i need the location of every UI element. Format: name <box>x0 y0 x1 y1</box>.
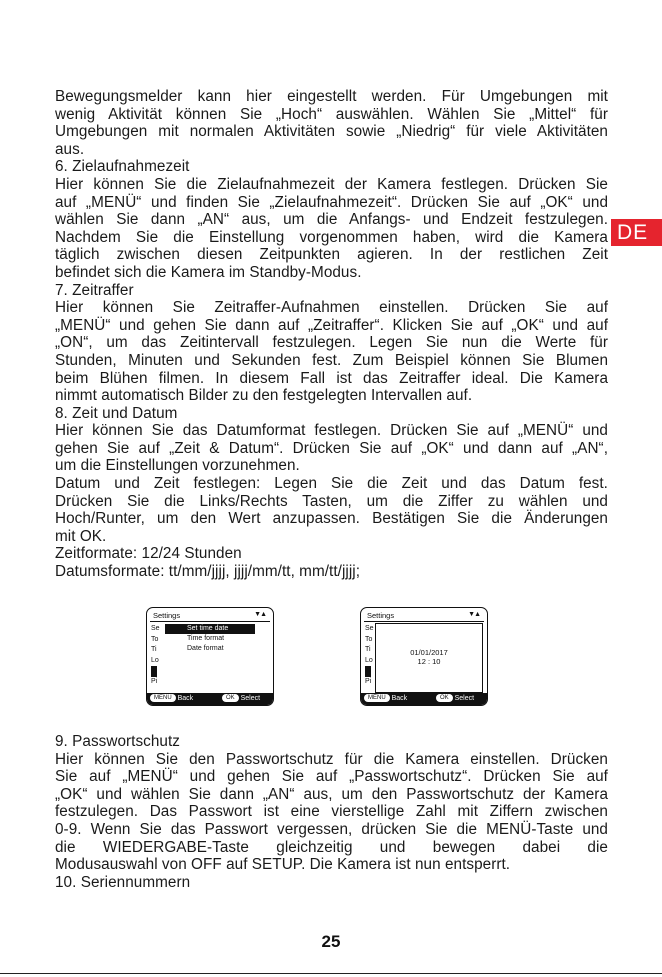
bottom-rule <box>0 973 662 974</box>
camera-settings-screen-datetime <box>360 607 488 706</box>
datetime-panel <box>375 623 483 693</box>
screen-title: Settings <box>367 611 395 620</box>
text-line: 9. Passwortschutz <box>55 733 180 750</box>
text-line: Umgebungen mit normalen Aktivitäten sowie „Niedrig“ für viele Aktivitäten <box>55 123 608 141</box>
text-line: „OK“ und wählen Sie dann „AN“ aus, um den Passwortschutz der Kamera <box>55 785 608 803</box>
manual-text-section-6-8 <box>55 88 608 581</box>
text-line: wählen Sie dann „AN“ aus, um die Anfangs- und Endzeit festzulegen. <box>55 211 608 229</box>
text-line: Drücken Sie die Links/Rechts Tasten, um die Ziffer zu wählen und <box>55 492 608 510</box>
menu-item-set-time-date[interactable]: Set time date <box>165 624 255 634</box>
text-line: Modusauswahl von OFF auf SETUP. Die Kamera ist nun entsperrt. <box>55 856 511 874</box>
text-line: die WIEDERGABE-Taste gleichzeitig und bewegen dabei die <box>55 838 608 856</box>
footer-back-label: Back <box>177 695 194 702</box>
text-line: 7. Zeitraffer <box>55 281 134 299</box>
text-line: 8. Zeit und Datum <box>55 404 178 422</box>
text-line: gehen Sie auf „Zeit & Datum“. Drücken Sie auf „OK“ und dann auf „AN“, <box>55 439 608 457</box>
text-line: „MENÜ“ und gehen Sie dann auf „Zeitraffer“. Klicken Sie auf „OK“ und auf <box>55 316 608 334</box>
text-line: beim Blühen filmen. In diesem Fall ist das Zeitraffer ideal. Die Kamera <box>55 369 608 387</box>
footer-select-label: Select <box>454 695 475 702</box>
text-line: Nachdem Sie die Einstellung vorgenommen haben, wird die Kamera <box>55 228 608 246</box>
text-line: festzulegen. Das Passwort ist eine vierstellige Zahl mit Ziffern zwischen <box>55 803 608 821</box>
text-line: Sie auf „MENÜ“ und gehen Sie auf „Passwortschutz“. Drücken Sie auf <box>55 768 608 786</box>
screen-title: Settings <box>153 611 181 620</box>
date-value[interactable]: 01/01/2017 <box>410 648 448 657</box>
text-line: Bewegungsmelder kann hier eingestellt werden. Für Umgebungen mit <box>55 88 608 105</box>
text-line: 0-9. Wenn Sie das Passwort vergessen, drücken Sie die MENÜ-Taste und <box>55 820 608 838</box>
text-line: Stunden, Minuten und Sekunden fest. Zum Beispiel können Sie Blumen <box>55 351 608 369</box>
menu-key-icon: MENU <box>150 694 176 702</box>
text-line: auf „MENÜ“ und finden Sie „Zielaufnahmezeit“. Drücken Sie auf „OK“ und <box>55 193 608 211</box>
title-divider <box>364 621 484 622</box>
text-line: Datum und Zeit festlegen: Legen Sie die Zeit und das Datum fest. <box>55 475 608 493</box>
text-line: Hier können Sie die Zielaufnahmezeit der Kamera festlegen. Drücken Sie <box>55 175 608 193</box>
text-line: 10. Seriennummern <box>55 873 191 891</box>
text-line: Zeitformate: 12/24 Stunden <box>55 545 242 563</box>
text-line: mit OK. <box>55 527 107 545</box>
text-line: um die Einstellungen vorzunehmen. <box>55 457 300 475</box>
ok-key-icon: OK <box>222 694 239 702</box>
text-line: Hier können Sie Zeitraffer-Aufnahmen einstellen. Drücken Sie auf <box>55 299 608 317</box>
background-menu-letters: Se To Ti Lo Ti Pi <box>151 625 160 685</box>
text-line: wenig Aktivität können Sie „Hoch“ auswählen. Wählen Sie „Mittel“ für <box>55 105 608 123</box>
up-down-arrows-icon: ▼▲ <box>468 611 480 618</box>
camera-settings-screen-menu <box>146 607 274 706</box>
text-line: Hier können Sie das Datumformat festlegen. Drücken Sie auf „MENÜ“ und <box>55 422 608 440</box>
text-line: Hoch/Runter, um den Wert anzupassen. Bestätigen Sie die Änderungen <box>55 510 608 528</box>
text-line: nimmt automatisch Bilder zu den festgelegten Intervallen auf. <box>55 387 473 405</box>
text-line: aus. <box>55 140 85 158</box>
text-line: 6. Zielaufnahmezeit <box>55 158 190 176</box>
text-line: täglich zwischen diesen Zeitpunkten agieren. In der restlichen Zeit <box>55 246 608 264</box>
page-number: 25 <box>321 932 341 951</box>
text-line: Datumsformate: tt/mm/jjjj, jjjj/mm/tt, mm/tt/jjjj; <box>55 563 361 581</box>
screen-footer <box>361 693 487 705</box>
menu-item-time-format[interactable]: Time format <box>187 635 225 642</box>
up-down-arrows-icon: ▼▲ <box>254 611 266 618</box>
manual-text-section-9-10 <box>55 733 608 891</box>
submenu-panel <box>165 624 255 680</box>
screen-footer <box>147 693 273 705</box>
time-value[interactable]: 12 : 10 <box>417 657 441 666</box>
footer-back-label: Back <box>391 695 408 702</box>
text-line: Hier können Sie den Passwortschutz für die Kamera einstellen. Drücken <box>55 750 608 768</box>
language-tab: DE <box>611 219 662 246</box>
text-line: befindet sich die Kamera im Standby-Modus. <box>55 263 362 281</box>
text-line: „ON“, um das Zeitintervall festzulegen. Legen Sie nun die Werte für <box>55 334 608 352</box>
ok-key-icon: OK <box>436 694 453 702</box>
title-divider <box>150 621 270 622</box>
background-menu-letters: Se To Ti Lo Ti Pi <box>365 625 374 685</box>
menu-key-icon: MENU <box>364 694 390 702</box>
menu-item-date-format[interactable]: Date format <box>187 645 224 652</box>
footer-select-label: Select <box>240 695 261 702</box>
